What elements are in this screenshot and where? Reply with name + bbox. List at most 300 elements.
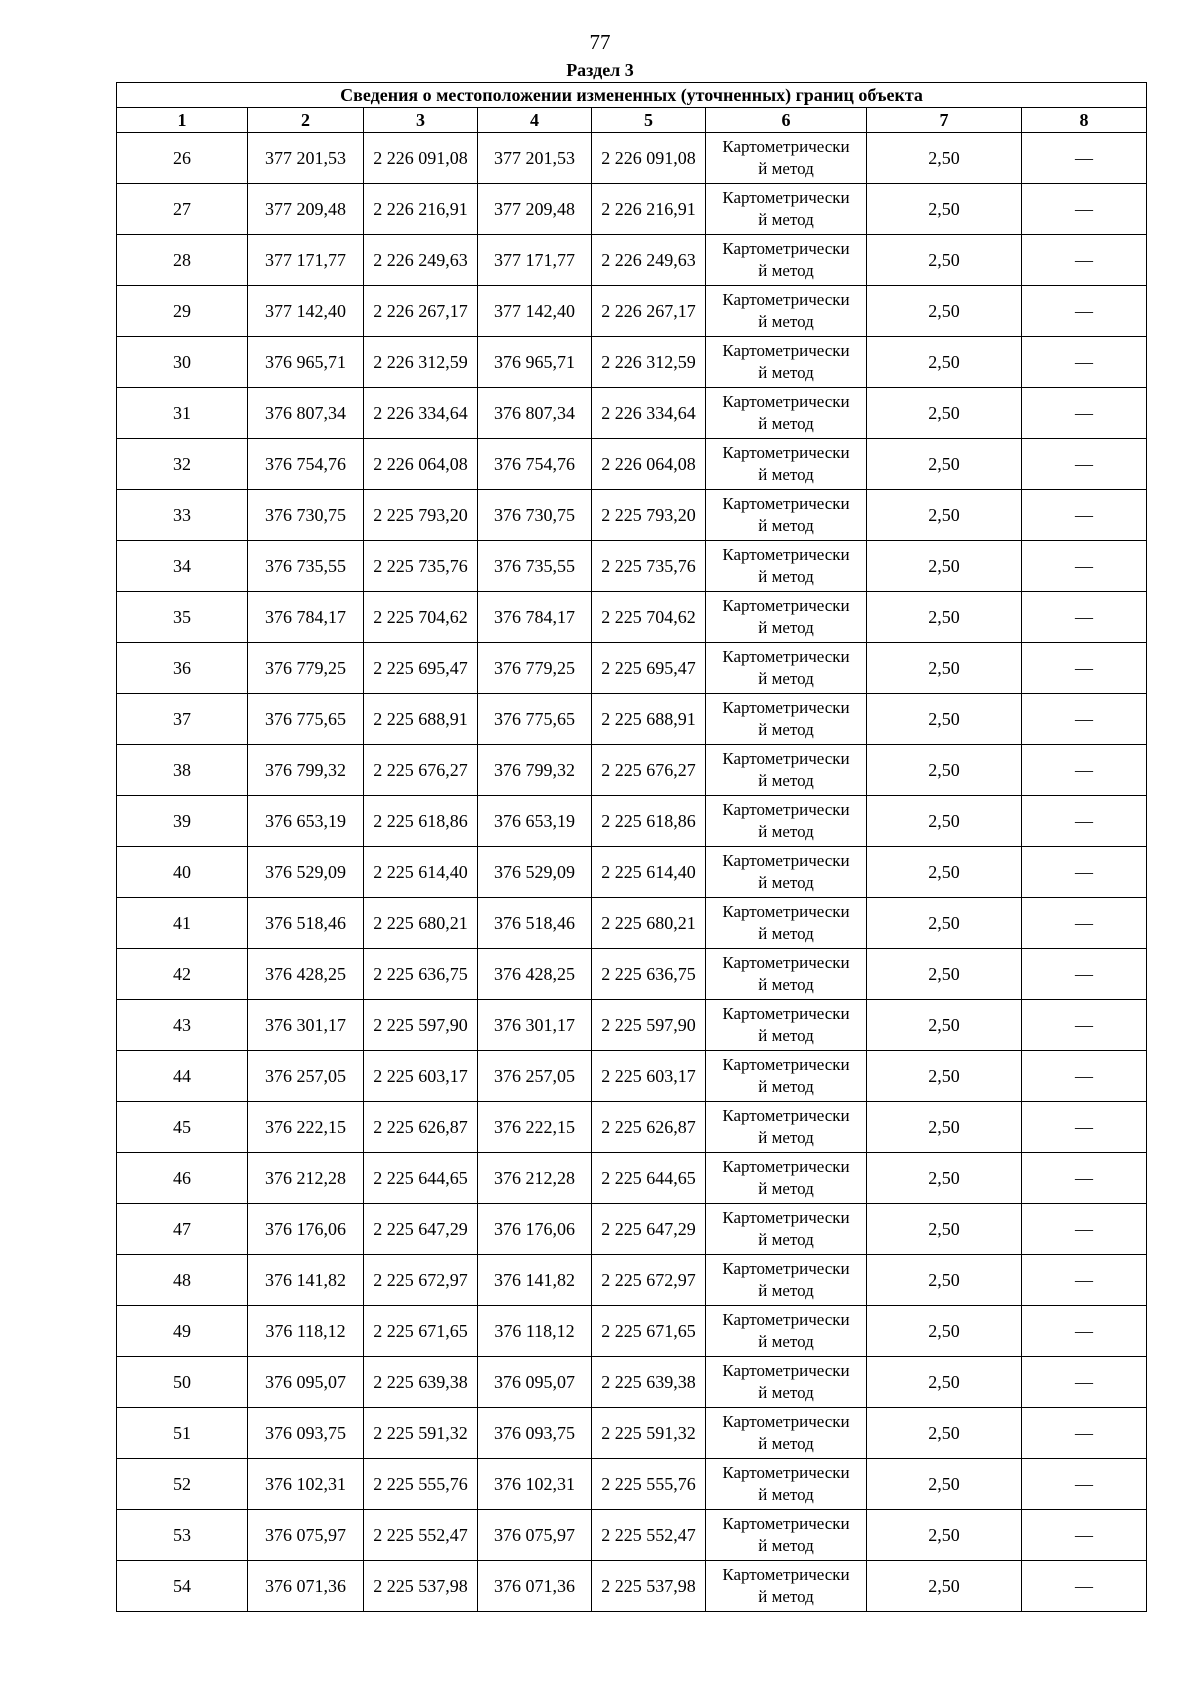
point-number-cell: 38 <box>117 745 248 796</box>
method-line: Картометрически <box>722 188 850 207</box>
point-number-cell: 32 <box>117 439 248 490</box>
point-number-cell: 46 <box>117 1153 248 1204</box>
description-cell: — <box>1022 439 1147 490</box>
description-cell: — <box>1022 1510 1147 1561</box>
y-refined-cell: 2 225 671,65 <box>592 1306 706 1357</box>
table-row <box>117 1204 1147 1255</box>
y-refined-cell: 2 225 680,21 <box>592 898 706 949</box>
accuracy-cell: 2,50 <box>867 541 1022 592</box>
method-line: й метод <box>758 771 814 790</box>
method-cell <box>706 1051 867 1102</box>
accuracy-cell: 2,50 <box>867 1306 1022 1357</box>
method-cell <box>706 337 867 388</box>
column-number: 1 <box>117 108 248 133</box>
y-existing-cell: 2 226 334,64 <box>364 388 478 439</box>
x-refined-cell: 376 653,19 <box>478 796 592 847</box>
method-line: Картометрически <box>722 392 850 411</box>
y-existing-cell: 2 225 735,76 <box>364 541 478 592</box>
method-cell <box>706 286 867 337</box>
method-line: Картометрически <box>722 647 850 666</box>
x-refined-cell: 376 075,97 <box>478 1510 592 1561</box>
x-refined-cell: 376 428,25 <box>478 949 592 1000</box>
boundary-table <box>116 82 1147 1612</box>
method-line: Картометрически <box>722 1106 850 1125</box>
y-refined-cell: 2 225 555,76 <box>592 1459 706 1510</box>
method-line: Картометрически <box>722 545 850 564</box>
column-number: 3 <box>364 108 478 133</box>
y-refined-cell: 2 226 091,08 <box>592 133 706 184</box>
description-cell: — <box>1022 1459 1147 1510</box>
description-cell: — <box>1022 847 1147 898</box>
point-number-cell: 31 <box>117 388 248 439</box>
accuracy-cell: 2,50 <box>867 898 1022 949</box>
y-refined-cell: 2 226 334,64 <box>592 388 706 439</box>
y-refined-cell: 2 225 676,27 <box>592 745 706 796</box>
y-existing-cell: 2 225 704,62 <box>364 592 478 643</box>
x-existing-cell: 376 653,19 <box>248 796 364 847</box>
description-cell: — <box>1022 388 1147 439</box>
accuracy-cell: 2,50 <box>867 490 1022 541</box>
description-cell: — <box>1022 1408 1147 1459</box>
description-cell: — <box>1022 1357 1147 1408</box>
method-line: й метод <box>758 618 814 637</box>
x-existing-cell: 376 784,17 <box>248 592 364 643</box>
method-line: Картометрически <box>722 698 850 717</box>
method-line: й метод <box>758 312 814 331</box>
table-row <box>117 1510 1147 1561</box>
method-line: Картометрически <box>722 1463 850 1482</box>
point-number-cell: 49 <box>117 1306 248 1357</box>
description-cell: — <box>1022 286 1147 337</box>
y-existing-cell: 2 225 695,47 <box>364 643 478 694</box>
x-refined-cell: 376 775,65 <box>478 694 592 745</box>
x-existing-cell: 376 779,25 <box>248 643 364 694</box>
point-number-cell: 43 <box>117 1000 248 1051</box>
method-line: й метод <box>758 1281 814 1300</box>
method-cell <box>706 898 867 949</box>
method-cell <box>706 592 867 643</box>
method-cell <box>706 235 867 286</box>
method-line: й метод <box>758 465 814 484</box>
table-row <box>117 694 1147 745</box>
y-existing-cell: 2 226 216,91 <box>364 184 478 235</box>
y-refined-cell: 2 225 537,98 <box>592 1561 706 1612</box>
method-line: Картометрически <box>722 1361 850 1380</box>
y-refined-cell: 2 225 626,87 <box>592 1102 706 1153</box>
x-existing-cell: 376 428,25 <box>248 949 364 1000</box>
method-cell <box>706 1459 867 1510</box>
description-cell: — <box>1022 184 1147 235</box>
description-cell: — <box>1022 337 1147 388</box>
method-cell <box>706 1000 867 1051</box>
method-line: й метод <box>758 363 814 382</box>
x-refined-cell: 376 176,06 <box>478 1204 592 1255</box>
y-refined-cell: 2 226 249,63 <box>592 235 706 286</box>
y-existing-cell: 2 225 647,29 <box>364 1204 478 1255</box>
point-number-cell: 47 <box>117 1204 248 1255</box>
method-line: Картометрически <box>722 137 850 156</box>
description-cell: — <box>1022 490 1147 541</box>
accuracy-cell: 2,50 <box>867 1204 1022 1255</box>
description-cell: — <box>1022 1051 1147 1102</box>
table-row <box>117 1153 1147 1204</box>
x-refined-cell: 376 071,36 <box>478 1561 592 1612</box>
accuracy-cell: 2,50 <box>867 388 1022 439</box>
method-line: й метод <box>758 1179 814 1198</box>
description-cell: — <box>1022 235 1147 286</box>
table-row <box>117 133 1147 184</box>
point-number-cell: 40 <box>117 847 248 898</box>
x-existing-cell: 376 118,12 <box>248 1306 364 1357</box>
method-line: й метод <box>758 414 814 433</box>
method-cell <box>706 1102 867 1153</box>
accuracy-cell: 2,50 <box>867 439 1022 490</box>
method-cell <box>706 847 867 898</box>
method-line: Картометрически <box>722 290 850 309</box>
method-line: й метод <box>758 822 814 841</box>
method-cell <box>706 643 867 694</box>
y-existing-cell: 2 225 644,65 <box>364 1153 478 1204</box>
accuracy-cell: 2,50 <box>867 286 1022 337</box>
y-refined-cell: 2 225 591,32 <box>592 1408 706 1459</box>
method-cell <box>706 439 867 490</box>
y-existing-cell: 2 225 555,76 <box>364 1459 478 1510</box>
x-existing-cell: 376 807,34 <box>248 388 364 439</box>
method-cell <box>706 796 867 847</box>
method-line: й метод <box>758 975 814 994</box>
point-number-cell: 28 <box>117 235 248 286</box>
method-cell <box>706 1255 867 1306</box>
method-line: й метод <box>758 261 814 280</box>
x-existing-cell: 376 222,15 <box>248 1102 364 1153</box>
accuracy-cell: 2,50 <box>867 235 1022 286</box>
method-cell <box>706 1510 867 1561</box>
method-line: й метод <box>758 516 814 535</box>
accuracy-cell: 2,50 <box>867 592 1022 643</box>
method-cell <box>706 541 867 592</box>
method-line: Картометрически <box>722 1310 850 1329</box>
method-line: й метод <box>758 1485 814 1504</box>
column-number-row <box>117 108 1147 133</box>
accuracy-cell: 2,50 <box>867 337 1022 388</box>
method-cell <box>706 133 867 184</box>
accuracy-cell: 2,50 <box>867 847 1022 898</box>
x-refined-cell: 377 171,77 <box>478 235 592 286</box>
x-existing-cell: 376 141,82 <box>248 1255 364 1306</box>
y-refined-cell: 2 226 267,17 <box>592 286 706 337</box>
x-existing-cell: 376 093,75 <box>248 1408 364 1459</box>
point-number-cell: 26 <box>117 133 248 184</box>
column-number: 2 <box>248 108 364 133</box>
x-existing-cell: 376 212,28 <box>248 1153 364 1204</box>
description-cell: — <box>1022 1255 1147 1306</box>
table-row <box>117 1051 1147 1102</box>
table-row <box>117 184 1147 235</box>
x-refined-cell: 376 301,17 <box>478 1000 592 1051</box>
method-cell <box>706 184 867 235</box>
y-existing-cell: 2 225 537,98 <box>364 1561 478 1612</box>
y-existing-cell: 2 225 680,21 <box>364 898 478 949</box>
x-refined-cell: 376 529,09 <box>478 847 592 898</box>
method-line: Картометрически <box>722 494 850 513</box>
x-refined-cell: 376 212,28 <box>478 1153 592 1204</box>
x-refined-cell: 376 141,82 <box>478 1255 592 1306</box>
method-line: Картометрически <box>722 953 850 972</box>
method-line: й метод <box>758 1077 814 1096</box>
accuracy-cell: 2,50 <box>867 796 1022 847</box>
method-line: й метод <box>758 1230 814 1249</box>
y-refined-cell: 2 226 064,08 <box>592 439 706 490</box>
table-row <box>117 1255 1147 1306</box>
point-number-cell: 35 <box>117 592 248 643</box>
method-line: й метод <box>758 669 814 688</box>
y-existing-cell: 2 225 591,32 <box>364 1408 478 1459</box>
y-refined-cell: 2 225 793,20 <box>592 490 706 541</box>
table-row <box>117 439 1147 490</box>
table-row <box>117 388 1147 439</box>
method-line: Картометрически <box>722 1259 850 1278</box>
method-cell <box>706 1408 867 1459</box>
method-line: Картометрически <box>722 902 850 921</box>
point-number-cell: 42 <box>117 949 248 1000</box>
x-existing-cell: 377 201,53 <box>248 133 364 184</box>
x-refined-cell: 376 257,05 <box>478 1051 592 1102</box>
accuracy-cell: 2,50 <box>867 1255 1022 1306</box>
point-number-cell: 51 <box>117 1408 248 1459</box>
accuracy-cell: 2,50 <box>867 1153 1022 1204</box>
method-cell <box>706 1204 867 1255</box>
method-line: й метод <box>758 1587 814 1606</box>
accuracy-cell: 2,50 <box>867 1051 1022 1102</box>
point-number-cell: 30 <box>117 337 248 388</box>
table-row <box>117 1561 1147 1612</box>
table-row <box>117 541 1147 592</box>
description-cell: — <box>1022 1153 1147 1204</box>
method-line: Картометрически <box>722 1055 850 1074</box>
section-title: Раздел 3 <box>566 60 634 80</box>
table-row <box>117 1408 1147 1459</box>
y-refined-cell: 2 225 552,47 <box>592 1510 706 1561</box>
y-refined-cell: 2 225 597,90 <box>592 1000 706 1051</box>
x-refined-cell: 376 807,34 <box>478 388 592 439</box>
x-existing-cell: 376 518,46 <box>248 898 364 949</box>
x-refined-cell: 376 730,75 <box>478 490 592 541</box>
point-number-cell: 39 <box>117 796 248 847</box>
x-refined-cell: 377 142,40 <box>478 286 592 337</box>
description-cell: — <box>1022 1204 1147 1255</box>
point-number-cell: 45 <box>117 1102 248 1153</box>
y-refined-cell: 2 225 644,65 <box>592 1153 706 1204</box>
x-refined-cell: 376 118,12 <box>478 1306 592 1357</box>
description-cell: — <box>1022 541 1147 592</box>
x-existing-cell: 377 171,77 <box>248 235 364 286</box>
method-line: Картометрически <box>722 443 850 462</box>
y-existing-cell: 2 226 064,08 <box>364 439 478 490</box>
x-refined-cell: 376 784,17 <box>478 592 592 643</box>
y-refined-cell: 2 226 216,91 <box>592 184 706 235</box>
column-number: 6 <box>706 108 867 133</box>
description-cell: — <box>1022 745 1147 796</box>
method-cell <box>706 1357 867 1408</box>
x-existing-cell: 376 095,07 <box>248 1357 364 1408</box>
accuracy-cell: 2,50 <box>867 745 1022 796</box>
y-existing-cell: 2 225 552,47 <box>364 1510 478 1561</box>
y-existing-cell: 2 225 688,91 <box>364 694 478 745</box>
x-existing-cell: 376 102,31 <box>248 1459 364 1510</box>
description-cell: — <box>1022 796 1147 847</box>
point-number-cell: 37 <box>117 694 248 745</box>
method-line: Картометрически <box>722 1412 850 1431</box>
table-row <box>117 1102 1147 1153</box>
y-existing-cell: 2 225 626,87 <box>364 1102 478 1153</box>
x-refined-cell: 376 735,55 <box>478 541 592 592</box>
accuracy-cell: 2,50 <box>867 133 1022 184</box>
method-line: Картометрически <box>722 596 850 615</box>
method-line: й метод <box>758 1536 814 1555</box>
method-line: Картометрически <box>722 800 850 819</box>
description-cell: — <box>1022 949 1147 1000</box>
accuracy-cell: 2,50 <box>867 949 1022 1000</box>
point-number-cell: 34 <box>117 541 248 592</box>
x-existing-cell: 376 529,09 <box>248 847 364 898</box>
method-cell <box>706 1306 867 1357</box>
table-row <box>117 949 1147 1000</box>
accuracy-cell: 2,50 <box>867 1510 1022 1561</box>
y-refined-cell: 2 225 672,97 <box>592 1255 706 1306</box>
x-existing-cell: 376 257,05 <box>248 1051 364 1102</box>
accuracy-cell: 2,50 <box>867 694 1022 745</box>
method-line: Картометрически <box>722 341 850 360</box>
description-cell: — <box>1022 1000 1147 1051</box>
x-refined-cell: 376 102,31 <box>478 1459 592 1510</box>
table-row <box>117 1459 1147 1510</box>
y-existing-cell: 2 225 597,90 <box>364 1000 478 1051</box>
y-refined-cell: 2 225 614,40 <box>592 847 706 898</box>
x-existing-cell: 376 775,65 <box>248 694 364 745</box>
column-number: 5 <box>592 108 706 133</box>
table-row <box>117 745 1147 796</box>
point-number-cell: 27 <box>117 184 248 235</box>
y-existing-cell: 2 225 614,40 <box>364 847 478 898</box>
accuracy-cell: 2,50 <box>867 1459 1022 1510</box>
method-line: й метод <box>758 720 814 739</box>
y-existing-cell: 2 225 603,17 <box>364 1051 478 1102</box>
y-existing-cell: 2 225 636,75 <box>364 949 478 1000</box>
point-number-cell: 44 <box>117 1051 248 1102</box>
y-refined-cell: 2 225 603,17 <box>592 1051 706 1102</box>
x-existing-cell: 376 735,55 <box>248 541 364 592</box>
point-number-cell: 33 <box>117 490 248 541</box>
method-line: Картометрически <box>722 1157 850 1176</box>
x-refined-cell: 376 779,25 <box>478 643 592 694</box>
accuracy-cell: 2,50 <box>867 1000 1022 1051</box>
y-existing-cell: 2 225 676,27 <box>364 745 478 796</box>
x-existing-cell: 377 209,48 <box>248 184 364 235</box>
description-cell: — <box>1022 694 1147 745</box>
y-refined-cell: 2 225 704,62 <box>592 592 706 643</box>
method-line: й метод <box>758 210 814 229</box>
y-existing-cell: 2 226 091,08 <box>364 133 478 184</box>
y-existing-cell: 2 226 249,63 <box>364 235 478 286</box>
method-line: й метод <box>758 1128 814 1147</box>
y-refined-cell: 2 225 618,86 <box>592 796 706 847</box>
description-cell: — <box>1022 1306 1147 1357</box>
x-refined-cell: 377 209,48 <box>478 184 592 235</box>
y-refined-cell: 2 225 639,38 <box>592 1357 706 1408</box>
method-line: й метод <box>758 567 814 586</box>
method-cell <box>706 388 867 439</box>
table-row <box>117 796 1147 847</box>
table-row <box>117 235 1147 286</box>
table-row <box>117 592 1147 643</box>
accuracy-cell: 2,50 <box>867 1357 1022 1408</box>
y-refined-cell: 2 225 688,91 <box>592 694 706 745</box>
method-line: Картометрически <box>722 1208 850 1227</box>
x-existing-cell: 376 965,71 <box>248 337 364 388</box>
table-row <box>117 337 1147 388</box>
method-line: й метод <box>758 1332 814 1351</box>
method-line: Картометрически <box>722 1565 850 1584</box>
table-row <box>117 1306 1147 1357</box>
method-line: Картометрически <box>722 749 850 768</box>
table-body <box>117 133 1147 1612</box>
point-number-cell: 48 <box>117 1255 248 1306</box>
table-row <box>117 1000 1147 1051</box>
method-cell <box>706 1561 867 1612</box>
x-refined-cell: 376 093,75 <box>478 1408 592 1459</box>
table-row <box>117 1357 1147 1408</box>
method-cell <box>706 949 867 1000</box>
y-existing-cell: 2 226 267,17 <box>364 286 478 337</box>
y-refined-cell: 2 225 735,76 <box>592 541 706 592</box>
table-row <box>117 286 1147 337</box>
description-cell: — <box>1022 1561 1147 1612</box>
x-refined-cell: 376 754,76 <box>478 439 592 490</box>
method-line: й метод <box>758 159 814 178</box>
point-number-cell: 54 <box>117 1561 248 1612</box>
x-refined-cell: 376 799,32 <box>478 745 592 796</box>
point-number-cell: 41 <box>117 898 248 949</box>
description-cell: — <box>1022 133 1147 184</box>
y-existing-cell: 2 225 793,20 <box>364 490 478 541</box>
method-line: Картометрически <box>722 239 850 258</box>
method-line: й метод <box>758 1434 814 1453</box>
y-existing-cell: 2 225 672,97 <box>364 1255 478 1306</box>
method-cell <box>706 694 867 745</box>
y-refined-cell: 2 225 695,47 <box>592 643 706 694</box>
accuracy-cell: 2,50 <box>867 184 1022 235</box>
table-row <box>117 898 1147 949</box>
table-row <box>117 490 1147 541</box>
x-refined-cell: 376 965,71 <box>478 337 592 388</box>
y-existing-cell: 2 225 671,65 <box>364 1306 478 1357</box>
method-line: Картометрически <box>722 1004 850 1023</box>
accuracy-cell: 2,50 <box>867 1408 1022 1459</box>
x-refined-cell: 377 201,53 <box>478 133 592 184</box>
accuracy-cell: 2,50 <box>867 643 1022 694</box>
y-refined-cell: 2 225 647,29 <box>592 1204 706 1255</box>
column-number: 4 <box>478 108 592 133</box>
x-existing-cell: 377 142,40 <box>248 286 364 337</box>
method-cell <box>706 490 867 541</box>
point-number-cell: 50 <box>117 1357 248 1408</box>
x-existing-cell: 376 075,97 <box>248 1510 364 1561</box>
column-number: 8 <box>1022 108 1147 133</box>
point-number-cell: 52 <box>117 1459 248 1510</box>
method-cell <box>706 1153 867 1204</box>
x-existing-cell: 376 799,32 <box>248 745 364 796</box>
description-cell: — <box>1022 592 1147 643</box>
